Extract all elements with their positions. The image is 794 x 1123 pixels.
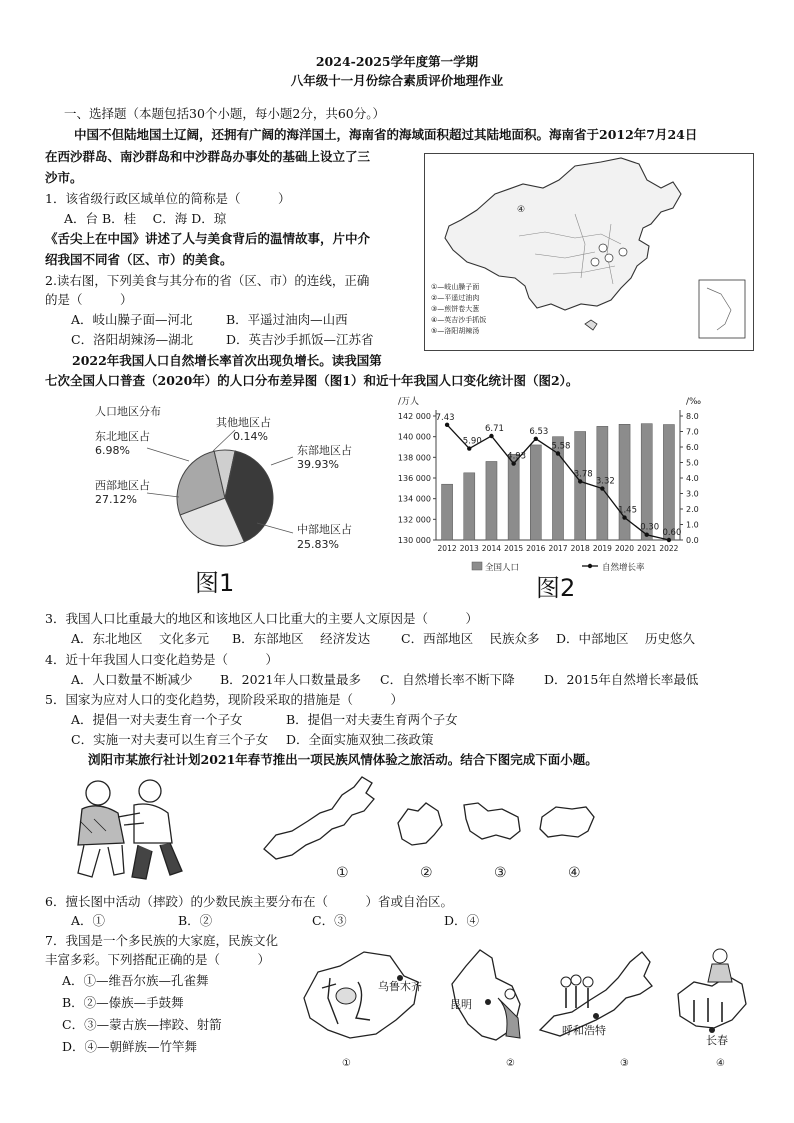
question-2-line-2: 的是（ ） [45,292,133,307]
point-growth-rate [622,515,626,519]
q6-option-c: C．③ [312,913,347,928]
point-growth-rate [467,446,471,450]
q7-option-d: D．④—朝鲜族—竹竿舞 [62,1039,198,1054]
bar-population [508,454,519,540]
intro-4: 浏阳市某旅行社计划2021年春节推出一项民族风情体验之旅活动。结合下图完成下面小题。 [88,752,598,767]
q3-option-b: B．东部地区 经济发达 [232,631,371,646]
x-tick-label: 2020 [614,544,635,553]
tick-label-right: 6.0 [686,443,699,452]
data-label-growth-rate: 0.60 [662,528,682,538]
bar-population [486,461,497,540]
section-heading: 一、选择题（本题包括30个小题，每小题2分，共60分。） [64,106,386,121]
intro-2-line-1: 《舌尖上在中国》讲述了人与美食背后的温情故事，片中介 [45,231,371,246]
q5-option-c: C．实施一对夫妻可以生育三个子女 [71,732,269,747]
province-shapes [262,773,618,883]
q7-option-c: C．③—蒙古族—摔跤、射箭 [62,1017,222,1032]
tick-label-left: 134 000 [397,494,431,504]
bar-population [663,425,674,540]
bar-population [619,424,630,540]
doc-title-main: 八年级十一月份综合素质评价地理作业 [290,73,504,88]
intro-2-line-2: 绍我国不同省（区、市）的美食。 [45,252,233,267]
wrestling-illustration [64,773,190,885]
province-shape-4 [540,807,594,837]
pie-label-northeast-name: 东北地区占 [95,430,150,443]
q2-option-a: A．岐山臊子面—河北 [71,312,193,327]
q2-option-b: B．平遥过油肉—山西 [226,312,348,327]
data-label-growth-rate: 6.71 [484,423,504,434]
legend-item: ③—煎饼卷大葱 [431,305,480,313]
q2-option-c: C．洛阳胡辣汤—湖北 [71,332,194,347]
province-shape-1 [264,777,374,859]
intro-1-line-1: 中国不但陆地国土辽阔，还拥有广阔的海洋国土，海南省的海域面积超过其陆地面积。海南省于2012年7月24日 [74,127,698,142]
point-growth-rate [645,533,649,537]
legend-swatch-population [472,562,482,570]
q4-option-a: A．人口数量不断减少 [71,672,193,687]
bar-population [442,484,453,540]
x-tick-label: 2012 [437,544,457,553]
legend-item: ②—平遥过油肉 [431,294,480,302]
question-7-line-1: 7．我国是一个多民族的大家庭，民族文化 [45,933,278,948]
bar-population [464,473,475,540]
data-label-growth-rate: 3.78 [573,469,593,480]
point-growth-rate [489,434,493,438]
data-label-growth-rate: 0.30 [640,522,660,533]
point-growth-rate [600,486,604,490]
question-4: 4．近十年我国人口变化趋势是（ ） [45,652,278,667]
q6-option-a: A．① [71,913,106,928]
tick-label-left: 142 000 [397,412,431,421]
q7-option-b: B．②—傣族—手鼓舞 [62,995,184,1010]
tick-label-right: 5.0 [686,458,699,468]
map-city-urumqi: 乌鲁木齐 [378,980,422,993]
tick-label-right: 7.0 [686,427,699,437]
data-label-growth-rate: 6.53 [529,426,549,437]
legend-item: ①—岐山臊子面 [431,283,480,291]
x-tick-label: 2018 [570,544,590,553]
data-label-growth-rate: 5.58 [551,441,571,452]
x-tick-label: 2015 [504,544,524,553]
pie-label-west-name: 西部地区占 [95,479,150,492]
x-tick-label: 2019 [592,544,612,553]
figure-1-label: 图1 [195,569,235,597]
y-right-unit: /‰ [686,397,702,407]
q4-option-b: B．2021年人口数量最多 [220,672,361,687]
map-city-kunming: 昆明 [450,998,472,1011]
province-shape-label: ① [336,865,349,881]
data-label-growth-rate: 1.45 [618,505,638,516]
map-jilin [678,976,746,1028]
x-tick-label: 2016 [526,544,546,553]
pie-label-east-value: 39.93% [297,458,339,471]
bar-population [575,432,586,541]
legend-point-growth [588,564,592,568]
pie-label-central-value: 25.83% [297,538,339,551]
tick-label-left: 132 000 [397,515,431,525]
question-5: 5．国家为应对人口的变化趋势，现阶段采取的措施是（ ） [45,692,403,707]
point-growth-rate [556,451,560,455]
pie-label-other-value: 0.14% [233,430,268,443]
q3-option-a: A．东北地区 文化多元 [71,631,210,646]
y-left-unit: /万人 [398,397,420,407]
tick-label-right: 2.0 [686,505,699,514]
legend-label-population: 全国人口 [485,563,520,573]
q2-option-d: D．英吉沙手抓饭—江苏省 [226,332,374,347]
q3-option-d: D．中部地区 历史悠久 [556,631,695,646]
q5-option-d: D．全面实施双独二孩政策 [286,732,434,747]
q6-option-d: D．④ [444,913,480,928]
question-2-line-1: 2.读右图，下列美食与其分布的省（区、市）的连线，正确 [45,273,370,288]
point-growth-rate [534,437,538,441]
point-growth-rate [667,538,671,542]
q3-option-c: C．西部地区 民族众多 [401,631,540,646]
legend-item: ⑤—洛阳胡辣汤 [431,327,480,335]
data-label-growth-rate: 5.90 [462,436,482,447]
point-growth-rate [445,423,449,427]
q4-option-d: D．2015年自然增长率最低 [544,672,699,687]
map-number: ① [342,1058,351,1069]
q5-option-b: B．提倡一对夫妻生育两个子女 [286,712,458,727]
pie-label-central-name: 中部地区占 [297,523,352,536]
pie-label-west-value: 27.12% [95,493,137,506]
intro-3-line-1: 2022年我国人口自然增长率首次出现负增长。读我国第 [72,353,382,368]
point-growth-rate [578,479,582,483]
tick-label-right: 8.0 [686,412,699,421]
pie-label-northeast-value: 6.98% [95,444,130,457]
province-shape-label: ④ [568,865,581,881]
question-1-options: A．台 B．桂 C．海 D．琼 [64,211,227,226]
map-city-changchun: 长春 [706,1034,728,1047]
legend-item: ④—英吉沙手抓饭 [431,316,487,324]
data-label-growth-rate: 3.32 [595,476,615,487]
x-tick-label: 2013 [459,544,479,553]
q5-option-a: A．提倡一对夫妻生育一个子女 [71,712,243,727]
map-number: ② [506,1058,515,1069]
ethnic-culture-maps [300,938,750,1074]
legend-label-growth: 自然增长率 [602,563,645,573]
pie-label-other-name: 其他地区占 [216,416,271,429]
bar-population [530,445,541,540]
x-tick-label: 2021 [637,544,657,553]
question-6: 6．擅长图中活动（摔跤）的少数民族主要分布在（ ）省或自治区。 [45,894,453,909]
tick-label-right: 0.0 [686,536,699,545]
question-1: 1．该省级行政区域单位的简称是（ ） [45,191,291,206]
province-shape-label: ③ [494,865,507,881]
question-3: 3．我国人口比重最大的地区和该地区人口比重大的主要人文原因是（ ） [45,611,478,626]
tick-label-left: 130 000 [397,536,431,545]
pie-label-east-name: 东部地区占 [297,444,352,457]
intro-3-line-2: 七次全国人口普查（2020年）的人口分布差异图（图1）和近十年我国人口变化统计图（图2）。 [45,373,579,388]
q4-option-c: C．自然增长率不断下降 [380,672,515,687]
map-number: ③ [620,1058,629,1069]
province-shape-3 [464,803,520,839]
tick-label-left: 136 000 [397,474,431,483]
pie-chart-figure [85,393,375,603]
doc-title-term: 2024-2025学年度第一学期 [315,54,479,69]
intro-1-line-3: 沙市。 [45,170,83,185]
map-city-hohhot: 呼和浩特 [562,1024,606,1037]
tick-label-right: 3.0 [686,489,699,499]
q6-option-b: B．② [178,913,213,928]
tick-label-right: 1.0 [686,520,699,530]
x-tick-label: 2014 [481,544,502,553]
tick-label-left: 140 000 [397,432,431,442]
question-7-line-2: 丰富多彩。下列搭配正确的是（ ） [45,952,271,967]
x-tick-label: 2017 [548,544,568,553]
x-tick-label: 2022 [659,544,679,553]
q7-option-a: A．①—维吾尔族—孔雀舞 [62,973,209,988]
data-label-growth-rate: 4.93 [507,451,527,462]
china-food-map [424,153,754,351]
china-map-marker: ④ [517,205,526,215]
intro-1-line-2: 在西沙群岛、南沙群岛和中沙群岛办事处的基础上设立了三 [45,149,371,164]
tick-label-right: 4.0 [686,474,699,483]
pie-title: 人口地区分布 [95,405,161,418]
china-map-legend [431,282,486,337]
figure-2-label: 图2 [536,574,576,602]
tick-label-left: 138 000 [397,453,431,463]
point-growth-rate [511,461,515,465]
map-number: ④ [716,1058,725,1069]
population-chart-figure [384,390,726,602]
data-label-growth-rate: 7.43 [435,412,455,423]
province-shape-label: ② [420,865,433,881]
province-shape-2 [398,803,442,845]
